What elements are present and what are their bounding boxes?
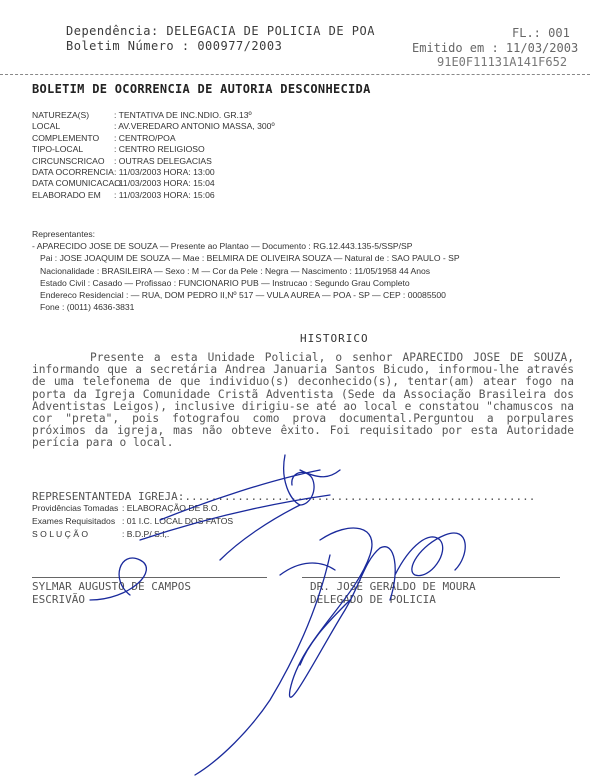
field-label: S O L U Ç Ã O bbox=[32, 528, 89, 539]
signature-mark-lower bbox=[90, 505, 300, 600]
field-label: TIPO-LOCAL bbox=[32, 144, 84, 155]
delegado-signature-flourish bbox=[280, 563, 350, 665]
person-line: - APARECIDO JOSE DE SOUZA — Presente ao Plantao — Documento : RG.12.443.135-5/SSP/SP bbox=[32, 241, 413, 252]
person-line: Pai : JOSE JOAQUIM DE SOUZA — Mae : BELMIRA DE OLIVEIRA SOUZA — Natural de : SAO PAULO - SP bbox=[40, 253, 460, 264]
field-label: COMPLEMENTO bbox=[32, 132, 100, 143]
field-label: Providências Tomadas bbox=[32, 503, 119, 513]
field-label: DATA COMUNICACAO bbox=[32, 178, 121, 189]
field-value: : TENTATIVA DE INC.NDIO. GR.13º bbox=[114, 110, 252, 120]
field-label: NATUREZA(S) bbox=[32, 110, 90, 120]
boletim-number: Boletim Número : 000977/2003 bbox=[66, 39, 283, 53]
dependencia-line: Dependência: DELEGACIA DE POLICIA DE POA bbox=[66, 24, 375, 38]
field-label: ELABORADO EM bbox=[32, 189, 101, 200]
delegado-name: DR. JOSÉ GERALDO DE MOURA bbox=[310, 580, 476, 593]
escrivao-name: SYLMAR AUGUSTO DE CAMPOS bbox=[32, 580, 191, 593]
escrivao-role: ESCRIVÃO bbox=[32, 593, 85, 606]
field-value: : ELABORAÇÃO DE B.O. bbox=[122, 503, 220, 513]
emission-date: Emitido em : 11/03/2003 bbox=[412, 41, 579, 55]
field-label: LOCAL bbox=[32, 121, 61, 132]
person-line: Endereco Residencial : — RUA, DOM PEDRO II,Nº 517 — VULA AUREA — POA - SP — CEP : 00085500 bbox=[40, 290, 446, 301]
field-value: : 01 I.C. LOCAL DOS FATOS bbox=[122, 515, 234, 526]
historico-title: HISTORICO bbox=[300, 332, 369, 345]
representante-igreja-line: REPRESENTANTEDA IGREJA:..................................................... bbox=[32, 490, 536, 503]
field-value: : CENTRO/POA bbox=[114, 132, 176, 143]
signature-mark-upper bbox=[140, 455, 340, 540]
historico-text: Presente a esta Unidade Policial, o senhor APARECIDO JOSE DE SOUZA, informando que a secretária Andrea Januaria Santos Bicudo, informou-lhe através de uma telefonema de que individuo(s) deconhecido(s), tentar(am) atear fogo na porta da Igreja Comunidade Cristã Adventista (Sede da Associação Brasileira dos Adventistas Leigos), inclusive dirigiu-se até ao local e constatou "chamuscos na cor "preta", pois fotografou como prova documental.Perguntou a porpulares próximos da igreja, mas não obteve êxito. Foi requisitado por esta Autoridade perícia para o local. bbox=[32, 351, 574, 450]
field-label: CIRCUNSCRICAO bbox=[32, 155, 105, 166]
field-value: : 11/03/2003 HORA: 15:04 bbox=[114, 178, 215, 189]
person-line: Fone : (0011) 4636-3831 bbox=[40, 302, 135, 313]
field-value: : B.D.P/ S.I,. bbox=[122, 528, 170, 539]
person-line: Estado Civil : Casado — Profissao : FUNCIONARIO PUB — Instrucao : Segundo Grau Completo bbox=[40, 277, 410, 288]
field-value: : 11/03/2003 HORA: 13:00 bbox=[114, 167, 215, 178]
representantes-heading: Representantes: bbox=[32, 229, 96, 239]
field-value: : AV.VEREDARO ANTONIO MASSA, 300º bbox=[114, 121, 275, 132]
field-value: : CENTRO RELIGIOSO bbox=[114, 144, 205, 155]
document-code: 91E0F11131A141F652 bbox=[437, 55, 568, 69]
field-label: Exames Requisitados bbox=[32, 515, 116, 526]
field-value: : 11/03/2003 HORA: 15:06 bbox=[114, 189, 215, 200]
field-value: : OUTRAS DELEGACIAS bbox=[114, 155, 212, 166]
delegado-signature bbox=[195, 528, 465, 775]
document-title: BOLETIM DE OCORRENCIA DE AUTORIA DESCONHECIDA bbox=[32, 82, 371, 96]
field-label: DATA OCORRENCIA bbox=[32, 167, 114, 178]
delegado-role: DELEGADO DE POLICIA bbox=[310, 593, 436, 606]
folha-number: FL.: 001 bbox=[512, 26, 570, 40]
person-line: Nacionalidade : BRASILEIRA — Sexo : M — Cor da Pele : Negra — Nascimento : 11/05/1958 44 Anos bbox=[40, 265, 431, 276]
